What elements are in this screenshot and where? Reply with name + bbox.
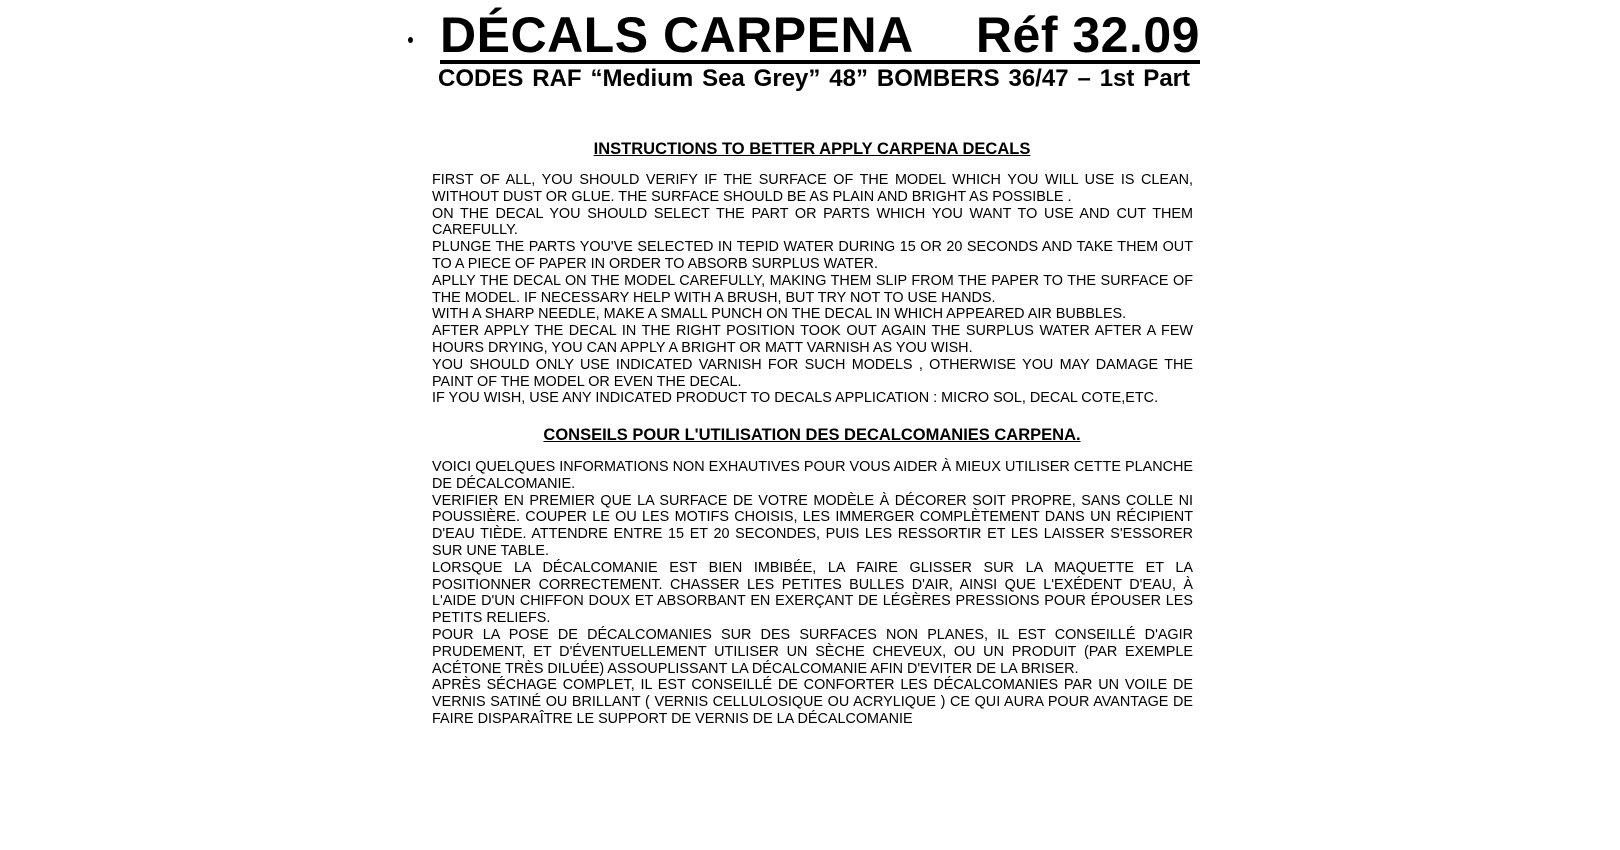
english-paragraph: IF YOU WISH, USE ANY INDICATED PRODUCT TO DECALS APPLICATION : MICRO SOL, DECAL COTE,ETC. xyxy=(432,390,1159,407)
english-paragraph: ON THE DECAL YOU SHOULD SELECT THE PART OR PARTS WHICH YOU WANT TO USE AND CUT THEM CAREFULLY. xyxy=(432,205,1193,239)
english-paragraph: PLUNGE THE PARTS YOU'VE SELECTED IN TEPID WATER DURING 15 OR 20 SECONDS AND TAKE THEM OUT TO A PIECE OF PAPER IN ORDER TO ABSORB SURPLUS WATER. xyxy=(432,239,1193,272)
french-instructions-heading: CONSEILS POUR L'UTILISATION DES DECALCOMANIES CARPENA. xyxy=(543,426,1081,444)
english-instructions-heading: INSTRUCTIONS TO BETTER APPLY CARPENA DECALS xyxy=(593,140,1031,158)
document-title xyxy=(440,7,1200,64)
english-paragraph: YOU SHOULD ONLY USE INDICATED VARNISH FOR SUCH MODELS , OTHERWISE YOU MAY DAMAGE THE PAINT OF THE MODEL OR EVEN THE DECAL. xyxy=(432,356,1193,390)
brand-title: DÉCALS CARPENA xyxy=(440,7,914,63)
english-paragraph: WITH A SHARP NEEDLE, MAKE A SMALL PUNCH ON THE DECAL IN WHICH APPEARED AIR BUBBLES. xyxy=(432,306,1127,323)
scan-speck xyxy=(408,37,413,43)
french-paragraph: VERIFIER EN PREMIER QUE LA SURFACE DE VOTRE MODÈLE À DÉCORER SOIT PROPRE, SANS COLLE NI POUSSIÈRE. COUPER LE OU LES MOTIFS CHOISIS, LES IMMERGER COMPLÈTEMENT DANS UN RÉCIPIENT D'EAU TIÈDE. ATTENDRE ENTRE 15 ET 20 SECONDES, PUIS LES RESSORTIR ET LES LAISSER S'ESSORER SUR UNE TABLE. xyxy=(432,492,1193,559)
french-paragraph: VOICI QUELQUES INFORMATIONS NON EXHAUTIVES POUR VOUS AIDER À MIEUX UTILISER CETTE PLANCHE DE DÉCALCOMANIE. xyxy=(432,459,1193,492)
english-paragraph: APLLY THE DECAL ON THE MODEL CAREFULLY, MAKING THEM SLIP FROM THE PAPER TO THE SURFACE OF THE MODEL. IF NECESSARY HELP WITH A BRUSH, BUT TRY NOT TO USE HANDS. xyxy=(432,272,1193,306)
english-paragraph: AFTER APPLY THE DECAL IN THE RIGHT POSITION TOOK OUT AGAIN THE SURPLUS WATER AFTER A FEW HOURS DRYING, YOU CAN APPLY A BRIGHT OR MATT VARNISH AS YOU WISH. xyxy=(432,323,1193,356)
english-instructions xyxy=(432,172,1193,407)
reference-number: Réf 32.09 xyxy=(975,7,1200,63)
french-instructions xyxy=(432,459,1193,728)
french-paragraph: POUR LA POSE DE DÉCALCOMANIES SUR DES SURFACES NON PLANES, IL EST CONSEILLÉ D'AGIR PRUDEMENT, ET D'ÉVENTUELLEMENT UTILISER UN SÈCHE CHEVEUX, OU UN PRODUIT (PAR EXEMPLE ACÉTONE TRÈS DILUÉE) ASSOUPLISSANT LA DÉCALCOMANIE AFIN D'EVITER DE LA BRISER. xyxy=(432,626,1193,677)
french-paragraph: LORSQUE LA DÉCALCOMANIE EST BIEN IMBIBÉE, LA FAIRE GLISSER SUR LA MAQUETTE ET LA POSITIONNER CORRECTEMENT. CHASSER LES PETITES BULLES D'AIR, AINSI QUE L'EXÉDENT D'EAU, À L'AIDE D'UN CHIFFON DOUX ET ABSORBANT EN EXERÇANT DE LÉGÈRES PRESSIONS POUR ÉPOUSER LES PETITS RELIEFS. xyxy=(432,559,1193,627)
french-paragraph: APRÈS SÉCHAGE COMPLET, IL EST CONSEILLÉ DE CONFORTER LES DÉCALCOMANIES PAR UN VOILE DE VERNIS SATINÉ OU BRILLANT ( VERNIS CELLULOSIQUE OU ACRYLIQUE ) CE QUI AURA POUR AVANTAGE DE FAIRE DISPARAÎTRE LE SUPPORT DE VERNIS DE LA DÉCALCOMANIE xyxy=(432,677,1193,727)
english-paragraph: FIRST OF ALL, YOU SHOULD VERIFY IF THE SURFACE OF THE MODEL WHICH YOU WILL USE IS CLEAN, WITHOUT DUST OR GLUE. THE SURFACE SHOULD BE AS PLAIN AND BRIGHT AS POSSIBLE . xyxy=(432,172,1193,205)
document-subtitle: CODES RAF “Medium Sea Grey” 48” BOMBERS 36/47 – 1st Part xyxy=(438,65,1190,92)
